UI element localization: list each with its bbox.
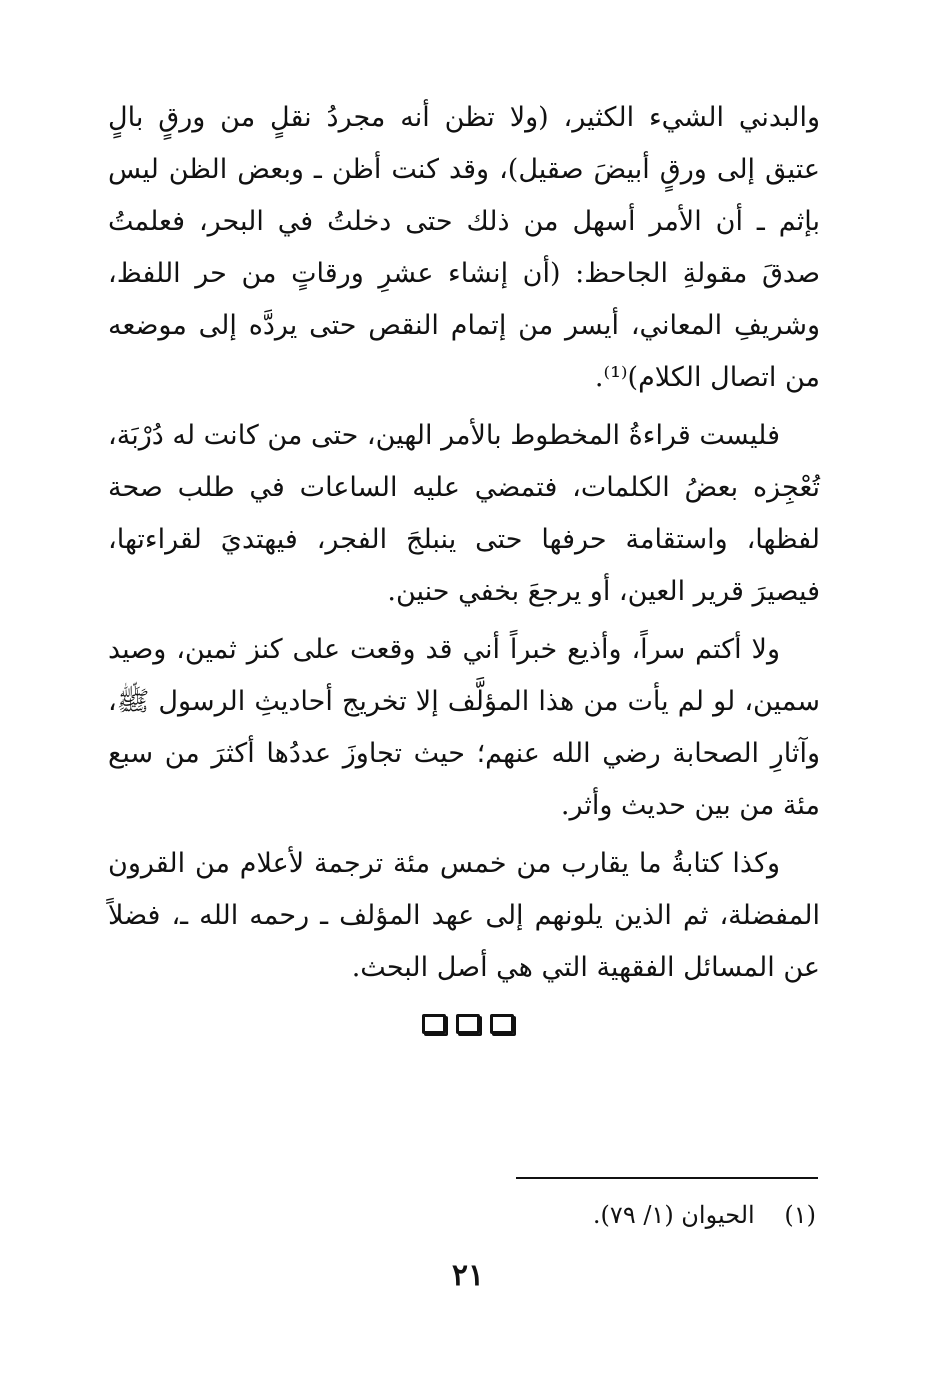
square-ornament-icon bbox=[422, 1014, 446, 1034]
footnote bbox=[593, 1197, 816, 1233]
paragraph-3: ولا أكتم سراً، وأذيع خبراً أني قد وقعت على كنز ثمين، وصيد سمين، لو لم يأت من هذا المؤلَّف إلا تخريج أحاديثِ الرسول ﷺ، وآثارِ الصحابة رضي الله عنهم؛ حيث تجاوزَ عددُها أكثرَ من سبع مئة من بين حديث وأثر. bbox=[108, 634, 820, 821]
paragraph-4: وكذا كتابةُ ما يقارب من خمس مئة ترجمة لأعلام من القرون المفضلة، ثم الذين يلونهم إلى عهد المؤلف ـ رحمه الله ـ، فضلاً عن المسائل الفقهية التي هي أصل البحث. bbox=[108, 848, 820, 983]
page-number: ٢١ bbox=[451, 1258, 485, 1293]
section-divider-ornament bbox=[0, 1014, 936, 1034]
paragraph-2: فليست قراءةُ المخطوط بالأمر الهين، حتى من كانت له دُرْبَة، تُعْجِزه بعضُ الكلمات، فتمضي عليه الساعات في طلب صحة لفظها، واستقامة حرفها حتى ينبلجَ الفجر، فيهتديَ لقراءتها، فيصيرَ قرير العين، أو يرجعَ بخفي حنين. bbox=[108, 420, 820, 607]
body-text bbox=[108, 92, 820, 1000]
footnote-text: الحيوان (١/ ٧٩). bbox=[592, 1201, 755, 1229]
square-ornament-icon bbox=[456, 1014, 480, 1034]
footnote-separator bbox=[516, 1177, 818, 1179]
square-ornament-icon bbox=[490, 1014, 514, 1034]
paragraph-1: والبدني الشيء الكثير، (ولا تظن أنه مجردُ نقلٍ من ورقٍ بالٍ عتيق إلى ورقٍ أبيضَ صقيل)، وقد كنت أظن ـ وبعض الظن ليس بإثم ـ أن الأمر أسهل من ذلك حتى دخلتُ في البحر، فعلمتُ صدقَ مقولةِ الجاحظ: (أن إنشاء عشرِ ورقاتٍ من حر اللفظ، وشريفِ المعاني، أيسر من إتمام النقص حتى يردَّه إلى موضعه من اتصال الكلام)⁽¹⁾. bbox=[108, 102, 820, 393]
footnote-number: (١) bbox=[784, 1201, 816, 1229]
